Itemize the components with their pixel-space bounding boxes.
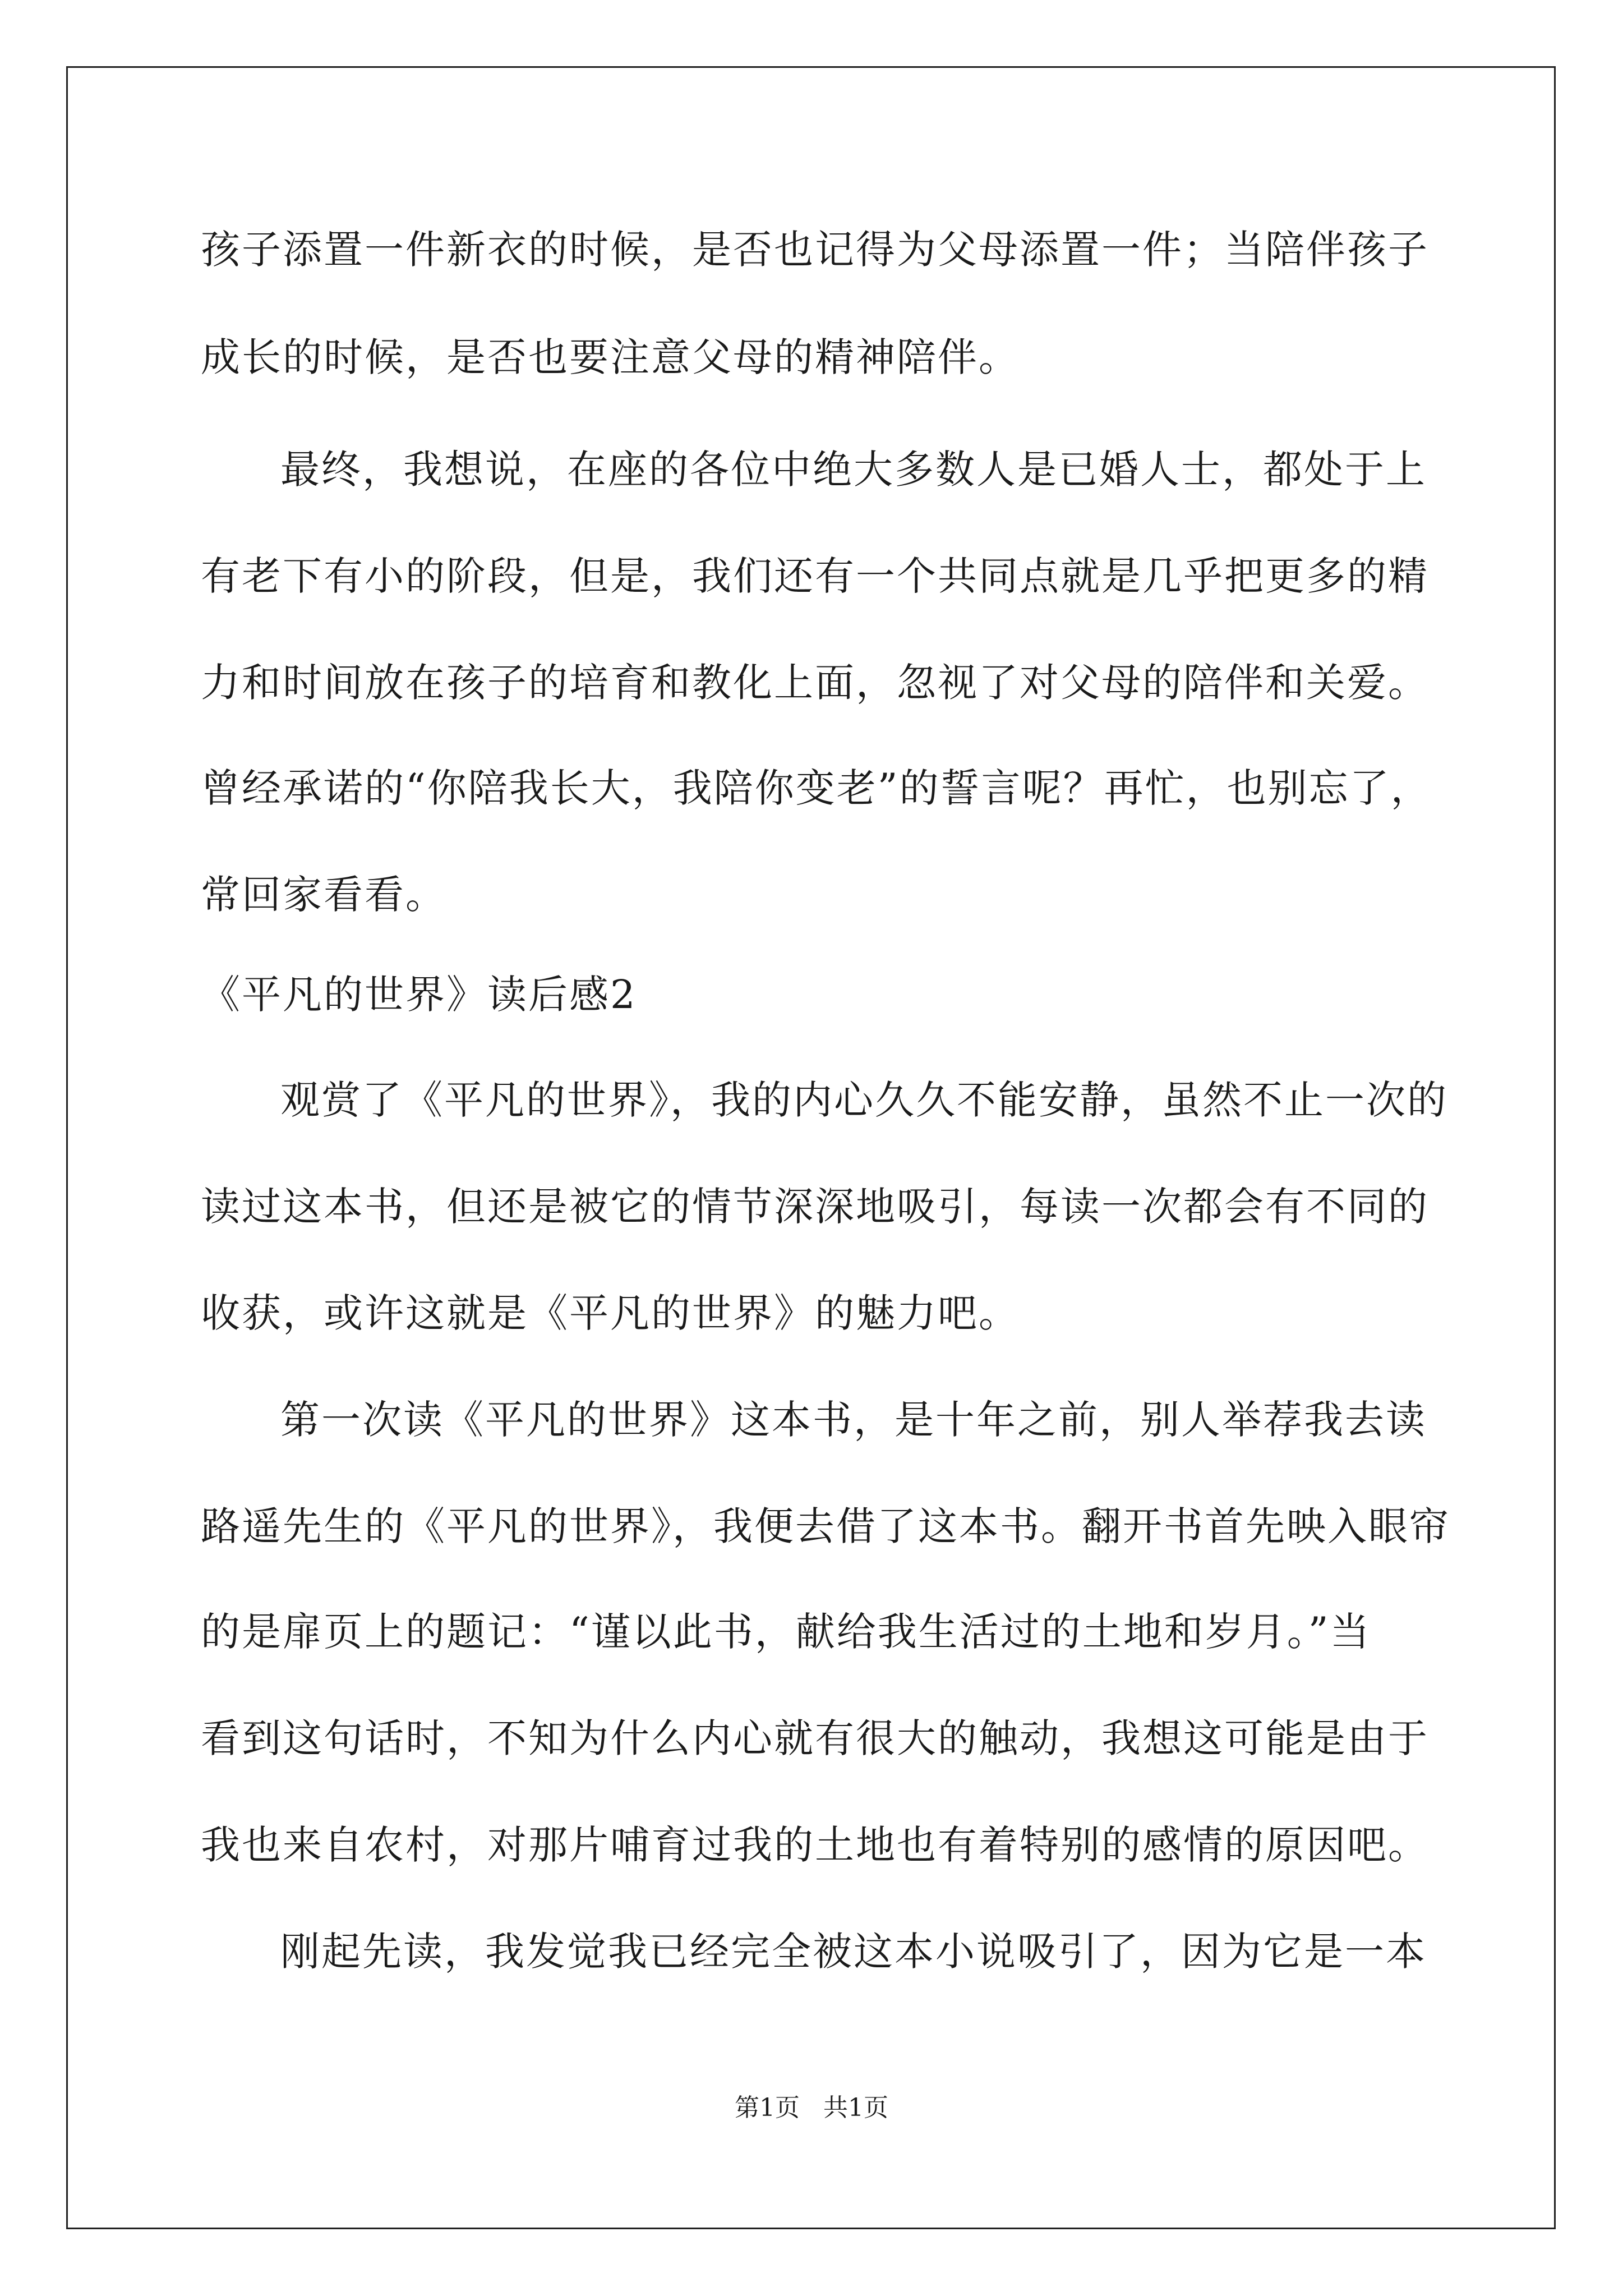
paragraph-line: 刚起先读，我发觉我已经完全被这本小说吸引了，因为它是一本: [280, 1929, 1427, 1975]
paragraph-line: 最终，我想说，在座的各位中绝大多数人是已婚人士，都处于上: [280, 447, 1427, 493]
paragraph-line: 第一次读《平凡的世界》这本书，是十年之前，别人举荐我去读: [280, 1397, 1427, 1443]
paragraph-line: 收获，或许这就是《平凡的世界》的魅力吧。: [201, 1290, 1020, 1336]
paragraph-line: 读过这本书，但还是被它的情节深深地吸引，每读一次都会有不同的: [201, 1184, 1429, 1230]
paragraph-line: 我也来自农村，对那片哺育过我的土地也有着特别的感情的原因吧。: [201, 1822, 1429, 1868]
paragraph-line: 看到这句话时，不知为什么内心就有很大的触动，我想这可能是由于: [201, 1715, 1429, 1761]
paragraph-line: 有老下有小的阶段，但是，我们还有一个共同点就是几乎把更多的精: [201, 553, 1429, 599]
paragraph-line: 常回家看看。: [201, 872, 446, 918]
paragraph-line: 孩子添置一件新衣的时候，是否也记得为父母添置一件；当陪伴孩子: [201, 227, 1429, 273]
paragraph-line: 曾经承诺的“你陪我长大，我陪你变老”的誓言呢？再忙，也别忘了，: [201, 765, 1432, 811]
page-border: [66, 66, 1556, 2229]
paragraph-line: 成长的时候，是否也要注意父母的精神陪伴。: [201, 334, 1020, 380]
paragraph-line: 路遥先生的《平凡的世界》，我便去借了这本书。翻开书首先映入眼帘: [201, 1503, 1450, 1549]
paragraph-line: 的是扉页上的题记：“谨以此书，献给我生活过的土地和岁月。”当: [201, 1609, 1371, 1655]
section-heading: 《平凡的世界》读后感2: [201, 972, 637, 1018]
page-footer: 第1页 共1页: [735, 2093, 888, 2122]
paragraph-line: 力和时间放在孩子的培育和教化上面，忽视了对父母的陪伴和关爱。: [201, 660, 1429, 706]
paragraph-line: 观赏了《平凡的世界》，我的内心久久不能安静，虽然不止一次的: [280, 1077, 1448, 1123]
